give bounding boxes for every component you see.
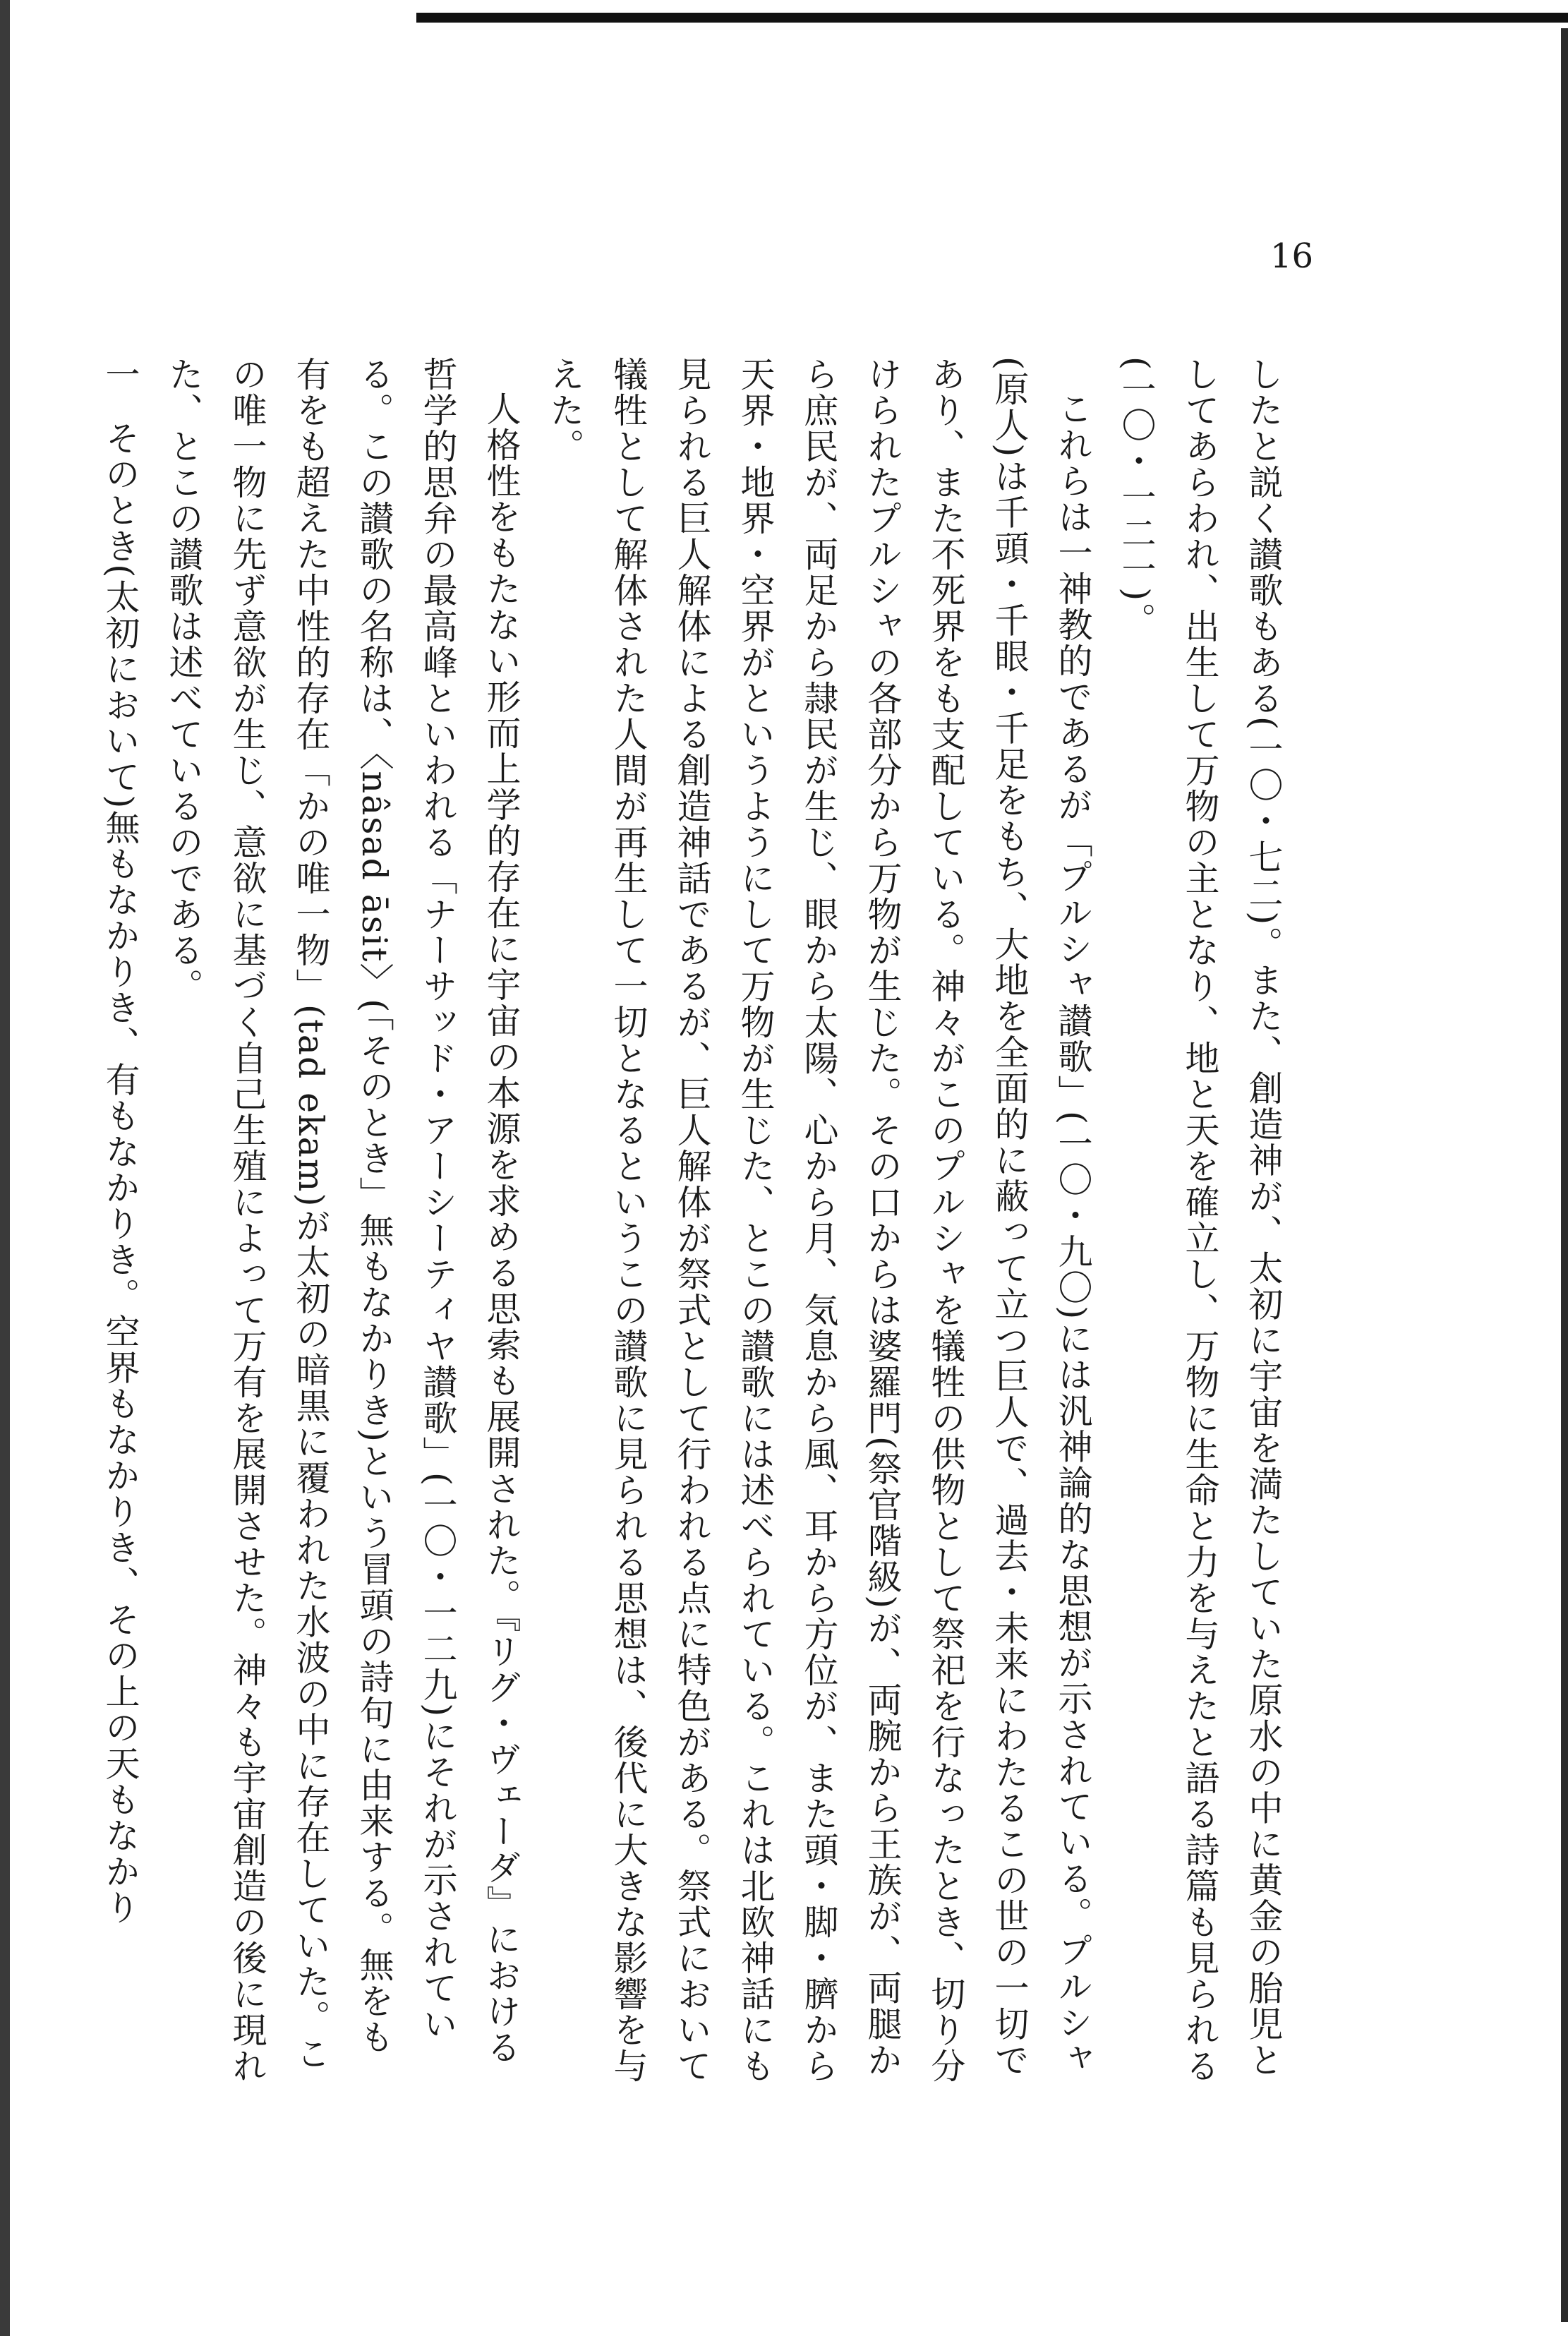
page-number: 16 — [1270, 236, 1314, 276]
top-rule — [416, 13, 1568, 23]
verse-number: 一 — [100, 356, 140, 392]
scan-right-edge — [1561, 28, 1568, 2322]
verse-text: そのとき(太初において)無もなかりき、有もなかりき。空界もなかりき、その上の天もなかり — [100, 420, 140, 1926]
body-text — [100, 356, 1295, 2089]
paragraph-nasadiya: 人格性をもたない形而上学的存在に宇宙の本源を求める思索も展開された。『リグ・ヴェーダ』における哲学的思弁の最高峰といわれる「ナーサッド・アーシーティヤ讃歌」(一〇・一二九)にそれが示されている。この讃歌の名称は、〈nâsad āsit〉(「そのとき」無もなかりき)という冒頭の詩句に由来する。無をも有をも超えた中性的存在「かの唯一物」(tad ekam)が太初の暗黒に覆われた水波の中に存在していた。この唯一物に先ず意欲が生じ、意欲に基づく自己生殖によって万有を展開させた。神々も宇宙創造の後に現れた、とこの讃歌は述べているのである。 — [164, 356, 521, 2084]
scan-left-edge — [0, 0, 10, 2336]
verse-line — [88, 356, 152, 2089]
paragraph-purusha: これらは一神教的であるが「プルシャ讃歌」(一〇・九〇)には汎神論的な思想が示されている。プルシャ(原人)は千頭・千眼・千足をもち、大地を全面的に蔽って立つ巨人で、過去・未来にわたるこの世の一切であり、また不死界をも支配している。神々がこのプルシャを犠牲の供物として祭祀を行なったとき、切り分けられたプルシャの各部分から万物が生じた。その口からは婆羅門(祭官階級)が、両腕から王族が、両腿から庶民が、両足から隷民が生じ、眼から太陽、心から月、気息から風、耳から方位が、また頭・脚・臍から天界・地界・空界がというようにして万物が生じた、とこの讃歌には述べられている。これは北欧神話にも見られる巨人解体による創造神話であるが、巨人解体が祭式として行われる点に特色がある。祭式において犠牲として解体された人間が再生して一切となるというこの讃歌に見られる思想は、後代に大きな影響を与えた。 — [545, 356, 1093, 2084]
paragraph-continued: したと説く讃歌もある(一〇・七二)。また、創造神が、太初に宇宙を満たしていた原水の中に黄金の胎児としてあらわれ、出生して万物の主となり、地と天を確立し、万物に生命と力を与えたと語る詩篇も見られる(一〇・一二一)。 — [1116, 356, 1284, 2084]
